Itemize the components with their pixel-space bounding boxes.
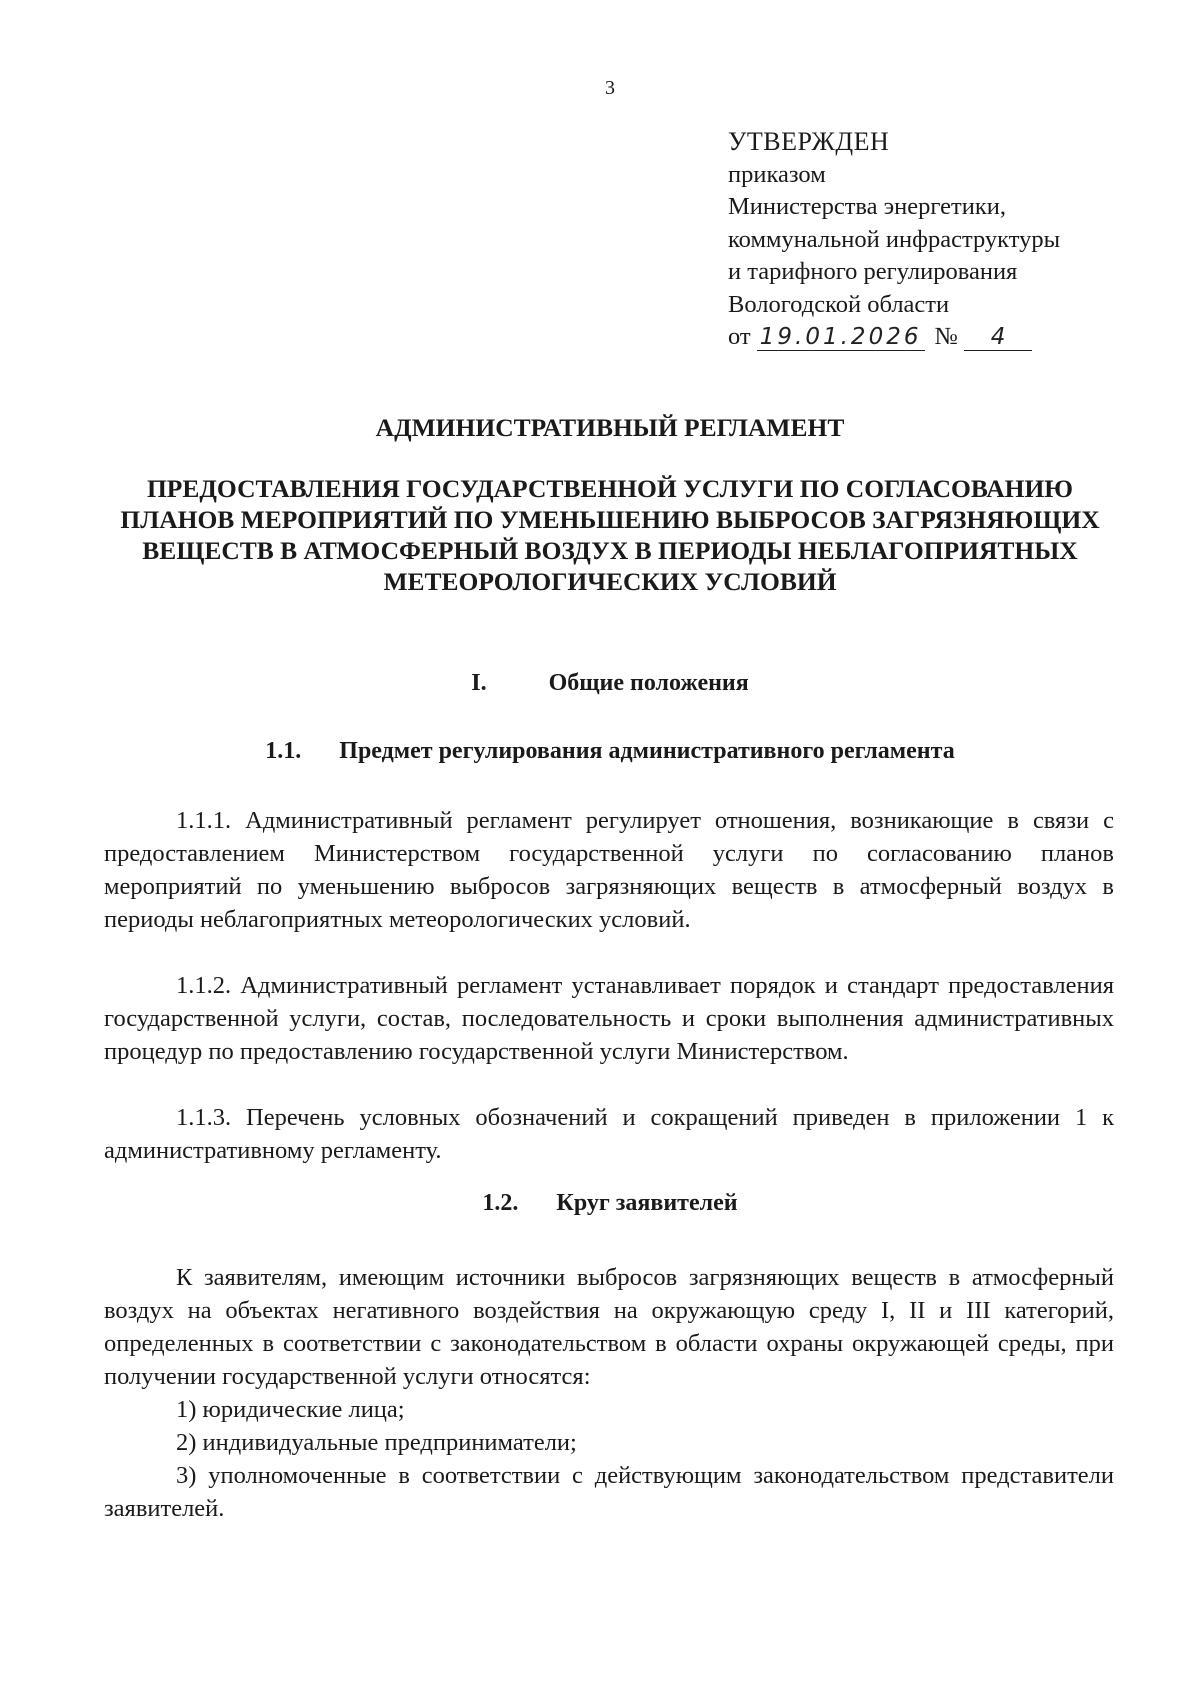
approval-heading: УТВЕРЖДЕН xyxy=(728,127,890,156)
subsection-number: 1.2. xyxy=(482,1190,519,1216)
page-number: 3 xyxy=(605,77,615,99)
approval-line: приказом xyxy=(728,160,826,188)
document-title: АДМИНИСТРАТИВНЫЙ РЕГЛАМЕНТ xyxy=(375,413,845,442)
approval-line: коммунальной инфраструктуры xyxy=(728,225,1061,253)
paragraph: 1.1.3. Перечень условных обозначений и сокращений приведен в приложении 1 к административному регламенту. xyxy=(104,1104,1114,1164)
subsection-title: Предмет регулирования административного регламента xyxy=(339,738,955,764)
document-subtitle: ПРЕДОСТАВЛЕНИЯ ГОСУДАРСТВЕННОЙ УСЛУГИ ПО СОГЛАСОВАНИЮ ПЛАНОВ МЕРОПРИЯТИЙ ПО УМЕНЬШЕНИЮ ВЫБРОСОВ ЗАГРЯЗНЯЮЩИХ ВЕЩЕСТВ В АТМОСФЕРНЫЙ ВОЗДУХ В ПЕРИОДЫ НЕБЛАГОПРИЯТНЫХ МЕТЕОРОЛОГИЧЕСКИХ УСЛОВИЙ xyxy=(120,474,1100,596)
approval-line: и тарифного регулирования xyxy=(728,258,1018,285)
subsection-heading xyxy=(100,1190,1120,1217)
list-item: 3) уполномоченные в соответствии с действующим законодательством представители заявителей. xyxy=(104,1462,1114,1522)
subsection-heading xyxy=(100,738,1120,765)
list-item: 1) юридические лица; xyxy=(176,1396,405,1423)
handwritten-date: 19.01.2026 xyxy=(757,324,925,351)
approval-date-line xyxy=(728,321,1060,354)
approval-stamp-block xyxy=(728,126,1060,354)
paragraph: 1.1.2. Административный регламент устанавливает порядок и стандарт предоставления государственной услуги, состав, последовательность и сроки выполнения административных процедур по предоставлению государственной услуги Министерством. xyxy=(104,972,1114,1065)
handwritten-number: 4 xyxy=(964,324,1032,351)
paragraph: 1.1.1. Административный регламент регулирует отношения, возникающие в связи с предоставлением Министерством государственной услуги по согласованию планов мероприятий по уменьшению выбросов загрязняющих веществ в атмосферный воздух в периоды неблагоприятных метеорологических условий. xyxy=(104,807,1114,933)
subsection-title: Круг заявителей xyxy=(556,1190,738,1216)
approval-line: Вологодской области xyxy=(728,290,950,318)
section-heading xyxy=(0,670,1200,697)
date-prefix: от xyxy=(728,323,751,350)
list-item: 2) индивидуальные предприниматели; xyxy=(176,1429,577,1456)
subsection-number: 1.1. xyxy=(265,738,302,764)
paragraph: К заявителям, имеющим источники выбросов загрязняющих веществ в атмосферный воздух на объектах негативного воздействия на окружающую среду I, II и III категорий, определенных в соответствии с законодательством в области охраны окружающей среды, при получении государственной услуги относятся: xyxy=(104,1264,1114,1390)
section-number: I. xyxy=(471,670,487,696)
number-sign: № xyxy=(934,323,959,350)
approval-line: Министерства энергетики, xyxy=(728,193,1006,220)
section-title: Общие положения xyxy=(548,670,749,696)
